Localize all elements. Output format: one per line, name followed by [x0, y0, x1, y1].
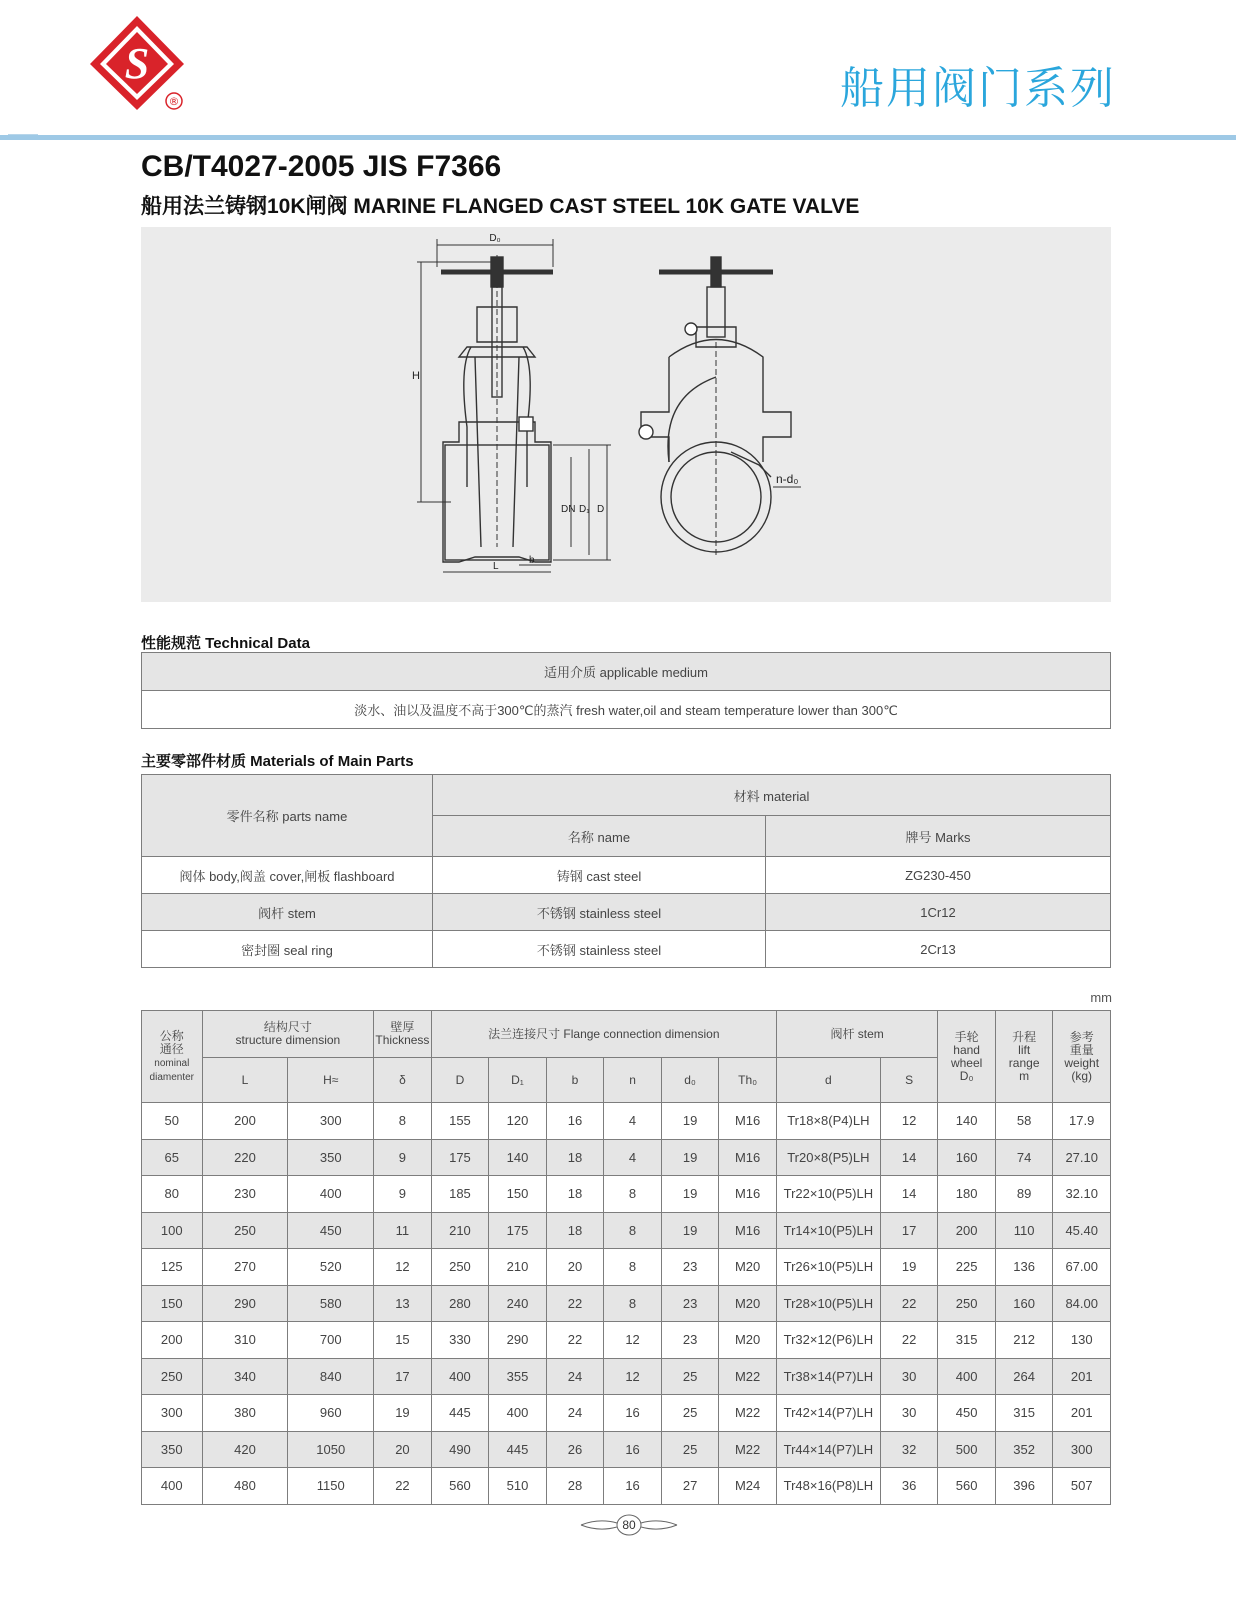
cell-h: 300: [288, 1103, 374, 1140]
cell-th: M16: [719, 1139, 777, 1176]
cell-h: 580: [288, 1285, 374, 1322]
table-row: [142, 1395, 1111, 1432]
cell-handwheel: 500: [938, 1431, 996, 1468]
page-number-badge: [579, 1514, 679, 1536]
cell-d: 155: [431, 1103, 489, 1140]
cell-l: 270: [202, 1249, 288, 1286]
cell-h: 840: [288, 1358, 374, 1395]
cell-s: 14: [880, 1139, 938, 1176]
cell-lift: 212: [995, 1322, 1053, 1359]
table-row: [142, 1212, 1111, 1249]
cell-th: M20: [719, 1322, 777, 1359]
cell-stem-d: Tr28×10(P5)LH: [776, 1285, 880, 1322]
cell-h: 400: [288, 1176, 374, 1213]
cell-n: 8: [604, 1176, 662, 1213]
material-name: 不锈钢 stainless steel: [433, 894, 766, 931]
cell-th: M16: [719, 1103, 777, 1140]
materials-heading: 主要零部件材质 Materials of Main Parts: [141, 753, 414, 770]
cell-d0: 25: [661, 1358, 719, 1395]
cell-d: 210: [431, 1212, 489, 1249]
header-d-flange: D: [431, 1058, 489, 1103]
cell-d1: 140: [489, 1139, 547, 1176]
cell-handwheel: 225: [938, 1249, 996, 1286]
col-material-marks: 牌号 Marks: [766, 816, 1111, 857]
cell-s: 30: [880, 1395, 938, 1432]
cell-delta: 22: [374, 1468, 432, 1505]
cell-weight: 130: [1053, 1322, 1111, 1359]
cell-l: 290: [202, 1285, 288, 1322]
cell-delta: 20: [374, 1431, 432, 1468]
col-material: 材料 material: [433, 775, 1111, 816]
cell-d: 400: [431, 1358, 489, 1395]
cell-stem-d: Tr22×10(P5)LH: [776, 1176, 880, 1213]
cell-d1: 510: [489, 1468, 547, 1505]
cell-lift: 136: [995, 1249, 1053, 1286]
cell-d: 175: [431, 1139, 489, 1176]
cell-d0: 23: [661, 1249, 719, 1286]
label-b: b: [529, 555, 535, 566]
cell-delta: 17: [374, 1358, 432, 1395]
cell-d0: 19: [661, 1176, 719, 1213]
cell-nominal: 350: [142, 1431, 203, 1468]
table-row: [142, 1322, 1111, 1359]
cell-lift: 264: [995, 1358, 1053, 1395]
cell-n: 8: [604, 1212, 662, 1249]
cell-d: 490: [431, 1431, 489, 1468]
header-rule: [0, 135, 1236, 140]
cell-l: 310: [202, 1322, 288, 1359]
label-d0-top: D₀: [489, 233, 501, 244]
table-row: [142, 1249, 1111, 1286]
label-h: H: [412, 370, 420, 382]
cell-d1: 290: [489, 1322, 547, 1359]
cell-b: 20: [546, 1249, 604, 1286]
material-mark: ZG230-450: [766, 857, 1111, 894]
cell-b: 24: [546, 1395, 604, 1432]
cell-l: 480: [202, 1468, 288, 1505]
cell-d0: 19: [661, 1139, 719, 1176]
cell-stem-d: Tr26×10(P5)LH: [776, 1249, 880, 1286]
standard-title: CB/T4027-2005 JIS F7366: [141, 150, 502, 183]
cell-handwheel: 315: [938, 1322, 996, 1359]
cell-n: 16: [604, 1395, 662, 1432]
cell-delta: 12: [374, 1249, 432, 1286]
cell-stem-d: Tr14×10(P5)LH: [776, 1212, 880, 1249]
cell-lift: 160: [995, 1285, 1053, 1322]
cell-lift: 58: [995, 1103, 1053, 1140]
header-d0: d₀: [661, 1058, 719, 1103]
label-n-d0: n-d₀: [776, 472, 799, 486]
header-stem: 阀杆 stem: [776, 1011, 937, 1058]
cell-d: 445: [431, 1395, 489, 1432]
cell-lift: 110: [995, 1212, 1053, 1249]
cell-nominal: 250: [142, 1358, 203, 1395]
cell-d1: 210: [489, 1249, 547, 1286]
cell-h: 700: [288, 1322, 374, 1359]
table-row: [142, 1139, 1111, 1176]
cell-d1: 120: [489, 1103, 547, 1140]
cell-d0: 23: [661, 1285, 719, 1322]
cell-n: 4: [604, 1103, 662, 1140]
cell-delta: 19: [374, 1395, 432, 1432]
cell-h: 520: [288, 1249, 374, 1286]
cell-delta: 13: [374, 1285, 432, 1322]
cell-weight: 201: [1053, 1358, 1111, 1395]
front-view: [417, 239, 611, 572]
cell-nominal: 125: [142, 1249, 203, 1286]
cell-d: 185: [431, 1176, 489, 1213]
table-row: [142, 1103, 1111, 1140]
table-row: [142, 1358, 1111, 1395]
medium-value: 淡水、油以及温度不高于300℃的蒸汽 fresh water,oil and steam temperature lower than 300℃: [142, 691, 1111, 729]
cell-handwheel: 160: [938, 1139, 996, 1176]
part-name: 密封圈 seal ring: [142, 931, 433, 968]
header-stem-d: d: [776, 1058, 880, 1103]
cell-b: 18: [546, 1176, 604, 1213]
cell-l: 420: [202, 1431, 288, 1468]
table-row: [142, 1176, 1111, 1213]
cell-d1: 150: [489, 1176, 547, 1213]
cell-stem-d: Tr20×8(P5)LH: [776, 1139, 880, 1176]
cell-s: 30: [880, 1358, 938, 1395]
dimensions-table: [141, 1010, 1111, 1505]
table-row: [142, 894, 1111, 931]
cell-weight: 67.00: [1053, 1249, 1111, 1286]
table-row: [142, 1285, 1111, 1322]
side-view: [639, 257, 801, 557]
cell-lift: 315: [995, 1395, 1053, 1432]
cell-th: M24: [719, 1468, 777, 1505]
cell-l: 380: [202, 1395, 288, 1432]
cell-b: 18: [546, 1212, 604, 1249]
cell-handwheel: 450: [938, 1395, 996, 1432]
cell-lift: 396: [995, 1468, 1053, 1505]
cell-lift: 89: [995, 1176, 1053, 1213]
cell-nominal: 80: [142, 1176, 203, 1213]
logo-letter: S: [124, 39, 150, 88]
cell-nominal: 65: [142, 1139, 203, 1176]
cell-handwheel: 180: [938, 1176, 996, 1213]
cell-h: 960: [288, 1395, 374, 1432]
cell-d0: 19: [661, 1103, 719, 1140]
cell-th: M22: [719, 1395, 777, 1432]
cell-h: 1050: [288, 1431, 374, 1468]
cell-nominal: 50: [142, 1103, 203, 1140]
header-lift: 升程 lift range m: [995, 1011, 1053, 1103]
series-title: 船用阀门系列: [840, 63, 1116, 114]
header-l: L: [202, 1058, 288, 1103]
cell-b: 18: [546, 1139, 604, 1176]
header-s: S: [880, 1058, 938, 1103]
cell-nominal: 300: [142, 1395, 203, 1432]
cell-n: 16: [604, 1431, 662, 1468]
part-name: 阀杆 stem: [142, 894, 433, 931]
cell-s: 12: [880, 1103, 938, 1140]
cell-b: 26: [546, 1431, 604, 1468]
header-nominal-cn: 公称 通径: [159, 1028, 184, 1056]
cell-nominal: 200: [142, 1322, 203, 1359]
header-nominal: [142, 1011, 203, 1103]
header-h: H≈: [288, 1058, 374, 1103]
technical-data-table: [141, 652, 1111, 729]
cell-th: M20: [719, 1249, 777, 1286]
valve-drawing-panel: [141, 227, 1111, 602]
cell-d1: 240: [489, 1285, 547, 1322]
cell-stem-d: Tr44×14(P7)LH: [776, 1431, 880, 1468]
cell-delta: 9: [374, 1139, 432, 1176]
table-row: [142, 1468, 1111, 1505]
header-b: b: [546, 1058, 604, 1103]
material-mark: 2Cr13: [766, 931, 1111, 968]
cell-s: 32: [880, 1431, 938, 1468]
material-mark: 1Cr12: [766, 894, 1111, 931]
cell-weight: 300: [1053, 1431, 1111, 1468]
technical-data-heading: 性能规范 Technical Data: [141, 635, 310, 652]
unit-label: mm: [1090, 990, 1112, 1005]
cell-h: 1150: [288, 1468, 374, 1505]
cell-s: 17: [880, 1212, 938, 1249]
cell-delta: 11: [374, 1212, 432, 1249]
materials-table: [141, 774, 1111, 968]
company-logo: [84, 12, 190, 112]
material-name: 不锈钢 stainless steel: [433, 931, 766, 968]
col-material-name: 名称 name: [433, 816, 766, 857]
header-d1: D₁: [489, 1058, 547, 1103]
cell-handwheel: 400: [938, 1358, 996, 1395]
table-row: [142, 931, 1111, 968]
valve-drawing: [141, 227, 1111, 602]
cell-th: M22: [719, 1431, 777, 1468]
table-row: [142, 1431, 1111, 1468]
cell-d0: 25: [661, 1395, 719, 1432]
cell-s: 22: [880, 1285, 938, 1322]
cell-b: 22: [546, 1322, 604, 1359]
cell-weight: 17.9: [1053, 1103, 1111, 1140]
cell-d: 250: [431, 1249, 489, 1286]
cell-d0: 23: [661, 1322, 719, 1359]
cell-n: 8: [604, 1249, 662, 1286]
cell-l: 250: [202, 1212, 288, 1249]
cell-n: 4: [604, 1139, 662, 1176]
cell-th: M16: [719, 1212, 777, 1249]
cell-lift: 352: [995, 1431, 1053, 1468]
cell-delta: 8: [374, 1103, 432, 1140]
cell-d0: 25: [661, 1431, 719, 1468]
cell-s: 22: [880, 1322, 938, 1359]
cell-th: M16: [719, 1176, 777, 1213]
cell-nominal: 100: [142, 1212, 203, 1249]
label-l: L: [493, 561, 499, 572]
cell-handwheel: 200: [938, 1212, 996, 1249]
cell-weight: 45.40: [1053, 1212, 1111, 1249]
cell-l: 230: [202, 1176, 288, 1213]
header-structure: 结构尺寸 structure dimension: [202, 1011, 374, 1058]
cell-h: 350: [288, 1139, 374, 1176]
label-dn: DN: [561, 504, 576, 515]
cell-handwheel: 560: [938, 1468, 996, 1505]
cell-d1: 175: [489, 1212, 547, 1249]
cell-handwheel: 250: [938, 1285, 996, 1322]
cell-s: 36: [880, 1468, 938, 1505]
cell-delta: 15: [374, 1322, 432, 1359]
cell-d: 330: [431, 1322, 489, 1359]
cell-stem-d: Tr18×8(P4)LH: [776, 1103, 880, 1140]
cell-n: 8: [604, 1285, 662, 1322]
cell-d: 280: [431, 1285, 489, 1322]
cell-b: 22: [546, 1285, 604, 1322]
label-d: D: [597, 504, 605, 515]
cell-stem-d: Tr42×14(P7)LH: [776, 1395, 880, 1432]
cell-d1: 445: [489, 1431, 547, 1468]
cell-n: 12: [604, 1358, 662, 1395]
cell-l: 340: [202, 1358, 288, 1395]
cell-d0: 27: [661, 1468, 719, 1505]
cell-delta: 9: [374, 1176, 432, 1213]
dimensions-body: [142, 1103, 1111, 1505]
product-subtitle: 船用法兰铸钢10K闸阀 MARINE FLANGED CAST STEEL 10K GATE VALVE: [141, 195, 860, 218]
cell-stem-d: Tr48×16(P8)LH: [776, 1468, 880, 1505]
cell-d1: 400: [489, 1395, 547, 1432]
header-th: Th₀: [719, 1058, 777, 1103]
table-row: [142, 857, 1111, 894]
cell-weight: 84.00: [1053, 1285, 1111, 1322]
cell-s: 14: [880, 1176, 938, 1213]
header-nominal-en: nominal diamenter: [149, 1057, 195, 1083]
material-name: 铸钢 cast steel: [433, 857, 766, 894]
cell-handwheel: 140: [938, 1103, 996, 1140]
cell-d0: 19: [661, 1212, 719, 1249]
cell-b: 28: [546, 1468, 604, 1505]
header-delta: δ: [374, 1058, 432, 1103]
cell-th: M22: [719, 1358, 777, 1395]
cell-b: 16: [546, 1103, 604, 1140]
cell-h: 450: [288, 1212, 374, 1249]
cell-d1: 355: [489, 1358, 547, 1395]
part-name: 阀体 body,阀盖 cover,闸板 flashboard: [142, 857, 433, 894]
header-thickness: 壁厚 Thickness: [374, 1011, 432, 1058]
cell-nominal: 400: [142, 1468, 203, 1505]
header-flange: 法兰连接尺寸 Flange connection dimension: [431, 1011, 776, 1058]
header-weight: 参考 重量 weight (kg): [1053, 1011, 1111, 1103]
cell-weight: 507: [1053, 1468, 1111, 1505]
header-n: n: [604, 1058, 662, 1103]
registered-mark: ®: [168, 95, 180, 108]
cell-d: 560: [431, 1468, 489, 1505]
cell-lift: 74: [995, 1139, 1053, 1176]
cell-th: M20: [719, 1285, 777, 1322]
cell-l: 200: [202, 1103, 288, 1140]
cell-nominal: 150: [142, 1285, 203, 1322]
header-handwheel: 手轮 hand wheel D₀: [938, 1011, 996, 1103]
cell-l: 220: [202, 1139, 288, 1176]
cell-n: 12: [604, 1322, 662, 1359]
cell-n: 16: [604, 1468, 662, 1505]
page-number: 80: [622, 1518, 636, 1532]
cell-weight: 32.10: [1053, 1176, 1111, 1213]
label-d1: D₁: [579, 504, 590, 515]
col-parts-name: 零件名称 parts name: [142, 775, 433, 857]
cell-stem-d: Tr32×12(P6)LH: [776, 1322, 880, 1359]
cell-s: 19: [880, 1249, 938, 1286]
cell-b: 24: [546, 1358, 604, 1395]
cell-weight: 27.10: [1053, 1139, 1111, 1176]
medium-header: 适用介质 applicable medium: [142, 653, 1111, 691]
cell-stem-d: Tr38×14(P7)LH: [776, 1358, 880, 1395]
cell-weight: 201: [1053, 1395, 1111, 1432]
